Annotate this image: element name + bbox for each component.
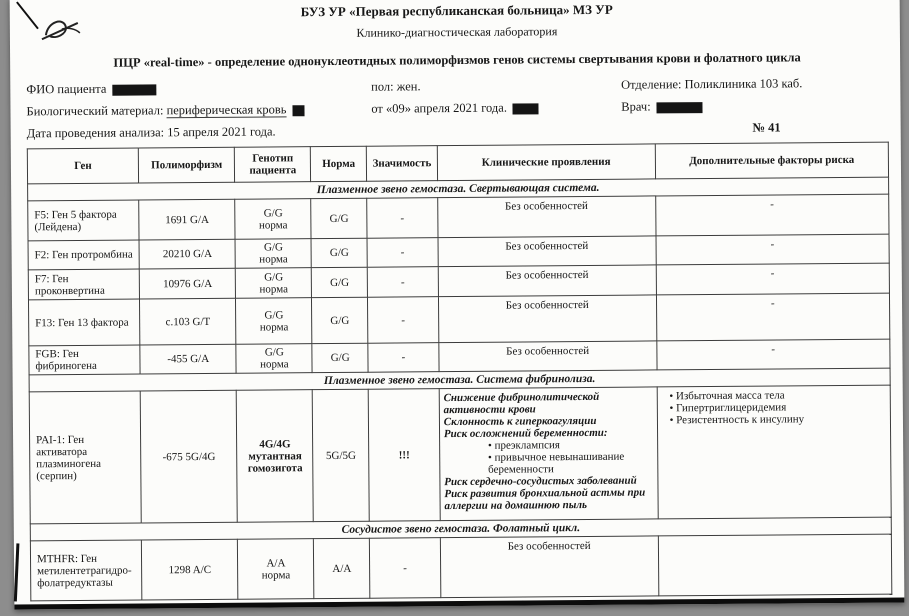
cell-line: - (771, 343, 776, 356)
section-title: Сосудистое звено гемостаза. Фолатный цикл. (30, 517, 891, 541)
cell-line: • Гипертриглицеридемия (669, 401, 787, 415)
gene-cell: PAI-1: Ген активатора плазминогена (серпин) (29, 391, 141, 524)
document-title: ПЦР «real-time» - определение однонуклеотидных полиморфизмов генов системы свертывания крови и фолатного цикла (113, 50, 801, 70)
polymorphism-cell: 1298 A/C (141, 539, 238, 600)
patient-sex: пол: жен. (371, 79, 421, 94)
cell-line: • Избыточная масса тела (669, 389, 785, 403)
risk-factors-cell (657, 385, 891, 519)
doctor-line (621, 98, 888, 115)
risk-factors-cell (656, 263, 890, 295)
polymorphism-cell: 20210 G/A (139, 239, 236, 269)
clinical-cell (437, 196, 655, 238)
cell-line: Без особенностей (504, 199, 588, 213)
material-label: Биологический материал: (26, 103, 164, 119)
handwritten-mark (38, 9, 90, 49)
cell-line: - (770, 297, 775, 310)
genotype-cell: G/G норма (236, 268, 312, 299)
col-header: Генотип пациента (235, 147, 311, 183)
cell-line: Склонность к гиперкоагуляции (443, 414, 597, 429)
polymorphism-cell: 10976 G/A (139, 268, 236, 299)
cell-line: - (770, 238, 775, 251)
meta-row-patient (26, 76, 888, 98)
table-row (28, 293, 889, 346)
cell-line: • Резистентность к инсулину (669, 413, 805, 427)
redaction-bar (112, 84, 156, 95)
redaction-bar (657, 102, 703, 113)
gene-cell: MTHFR: Ген метилентетрагидро- фолатредуктазы (30, 540, 142, 601)
clinical-cell (439, 341, 657, 372)
results-table-body (28, 177, 892, 601)
norm-cell: G/G (311, 267, 367, 297)
clinical-cell (438, 236, 656, 267)
laboratory-name: Клинико-диагностическая лаборатория (356, 24, 558, 40)
cell-line: аллергии на домашнюю пыль (444, 498, 588, 513)
cell-line: Без особенностей (505, 298, 589, 312)
risk-factors-cell (655, 194, 889, 236)
scanned-document-page (10, 0, 905, 609)
document-meta (26, 76, 888, 142)
genotype-cell: 4G/4G мутантная гомозигота (237, 390, 314, 523)
polymorphism-cell: -675 5G/4G (140, 390, 237, 523)
significance-cell: - (367, 267, 438, 298)
cell-line: Без особенностей (505, 268, 589, 282)
cell-line: Без особенностей (506, 344, 590, 358)
col-header: Значимость (366, 146, 437, 182)
genotype-cell: A/A норма (238, 539, 314, 600)
polymorphism-cell: -455 G/A (140, 344, 237, 374)
doctor-label: Врач: (621, 99, 651, 114)
cell-line: активности крови (443, 403, 536, 417)
significance-cell: - (370, 538, 441, 599)
redaction-bar (292, 105, 304, 116)
cell-line: Без особенностей (507, 539, 591, 553)
norm-cell: 5G/5G (312, 389, 369, 521)
patient-name-line (26, 80, 371, 98)
cell-line: беременности (488, 463, 554, 476)
department: Отделение: Поликлиника 103 каб. (621, 76, 803, 92)
significance-cell: !!! (368, 389, 440, 522)
genotype-cell: G/G норма (236, 298, 312, 345)
sample-date-line (371, 100, 621, 117)
table-row (29, 385, 891, 524)
scan-edge-mark (14, 543, 20, 601)
cell-line: • привычное невынашивание (487, 450, 625, 464)
risk-factors-cell (656, 293, 890, 341)
cell-line: Риск сердечно-сосудистых заболеваний (444, 474, 637, 489)
clinical-cell (439, 387, 658, 521)
col-header: Полиморфизм (138, 147, 235, 183)
patient-label: ФИО пациента (26, 81, 107, 97)
significance-cell: - (368, 297, 439, 344)
genotype-cell: G/G норма (236, 344, 312, 374)
cell-line: Без особенностей (505, 239, 589, 253)
polymorphism-cell: c.103 G/T (140, 298, 237, 345)
significance-cell: - (367, 198, 438, 239)
risk-factors-cell (656, 339, 890, 370)
meta-row-material (26, 98, 888, 120)
norm-cell: A/A (314, 538, 370, 598)
gene-cell: F2: Ген протромбина (28, 240, 139, 270)
biological-material-line (26, 102, 371, 120)
analysis-date: Дата проведения анализа: 15 апреля 2021 года. (26, 124, 276, 141)
clinical-cell (438, 295, 656, 343)
col-header: Норма (311, 146, 367, 181)
cell-line: Риск осложнений беременности: (443, 426, 608, 441)
genotype-cell: G/G норма (235, 199, 311, 240)
section-title: Плазменное звено гемостаза. Свертывающая система. (28, 177, 889, 201)
col-header: Ген (27, 148, 138, 184)
significance-cell: - (368, 343, 439, 373)
cell-line: • преэклампсия (487, 439, 560, 452)
material-value: периферическая кровь (166, 102, 287, 118)
cell-line: Риск развития бронхиальной астмы при (444, 486, 646, 501)
gene-cell: F5: Ген 5 фактора (Лейдена) (28, 200, 139, 241)
norm-cell: G/G (312, 297, 368, 343)
cell-line: Снижение фибринолитической (443, 390, 600, 405)
organization-name: БУЗ УР «Первая республиканская больница» МЗ УР (300, 1, 613, 20)
polymorphism-cell: 1691 G/A (139, 199, 236, 240)
norm-cell: G/G (312, 343, 368, 372)
risk-factors-cell (658, 534, 892, 596)
table-row (28, 194, 889, 241)
col-header: Дополнительные факторы риска (655, 142, 889, 179)
gene-cell: F7: Ген проконвертина (28, 269, 139, 300)
meta-row-analysis-date (27, 120, 889, 142)
clinical-cell (438, 265, 656, 297)
table-row (30, 534, 891, 601)
sample-date: от «09» апреля 2021 года. (371, 100, 507, 116)
gene-cell: F13: Ген 13 фактора (28, 299, 139, 346)
redaction-bar (513, 103, 539, 114)
section-title: Плазменное звено гемостаза. Система фибринолиза. (29, 368, 890, 392)
cell-line: - (770, 267, 775, 280)
norm-cell: G/G (311, 238, 367, 267)
cell-line: - (770, 198, 774, 211)
document-number: № 41 (752, 120, 781, 135)
genotype-cell: G/G норма (236, 239, 312, 269)
clinical-cell (440, 536, 658, 598)
significance-cell: - (367, 238, 438, 268)
gene-cell: FGB: Ген фибриногена (29, 345, 140, 375)
col-header: Клинические проявления (437, 144, 655, 181)
norm-cell: G/G (311, 198, 367, 238)
results-table (27, 142, 893, 602)
risk-factors-cell (656, 234, 890, 265)
